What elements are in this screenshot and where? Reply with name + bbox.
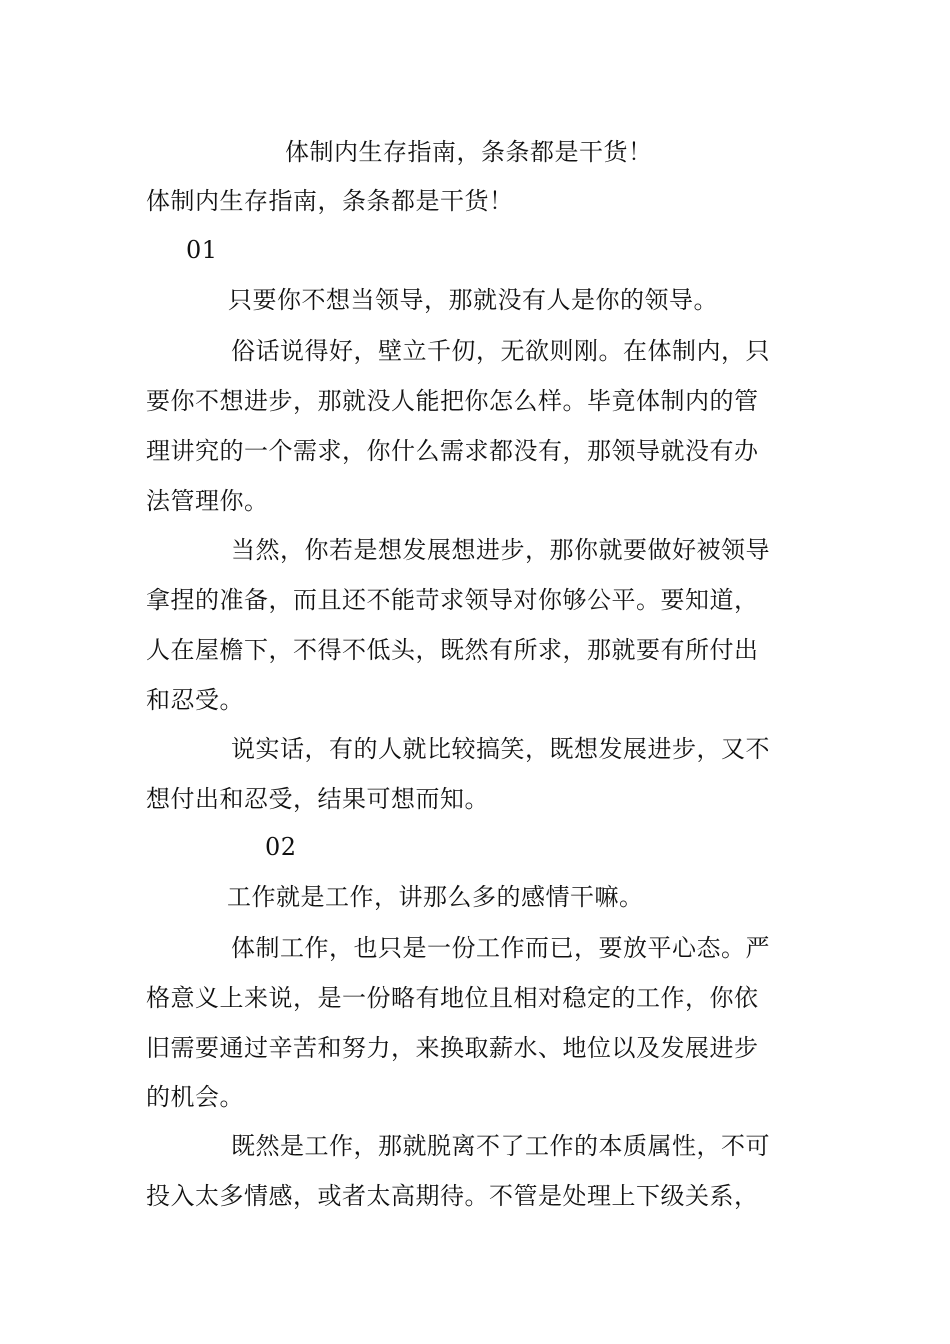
paragraph-line: 投入太多情感，或者太高期待。不管是处理上下级关系， <box>146 1182 759 1210</box>
section-number-02: 02 <box>265 833 297 861</box>
paragraph-line: 说实话，有的人就比较搞笑，既想发展进步，又不 <box>231 735 770 763</box>
paragraph-line: 和忍受。 <box>146 686 244 714</box>
paragraph-line: 旧需要通过辛苦和努力，来换取薪水、地位以及发展进步 <box>146 1034 759 1062</box>
section-1-heading: 只要你不想当领导，那就没有人是你的领导。 <box>228 286 718 314</box>
paragraph-line: 的机会。 <box>146 1083 244 1111</box>
paragraph-line: 法管理你。 <box>146 487 269 515</box>
paragraph-line: 体制工作，也只是一份工作而已，要放平心态。严 <box>231 934 770 962</box>
paragraph-line: 当然，你若是想发展想进步，那你就要做好被领导 <box>231 536 770 564</box>
paragraph-line: 想付出和忍受，结果可想而知。 <box>146 785 489 813</box>
paragraph-line: 格意义上来说，是一份略有地位且相对稳定的工作，你依 <box>146 984 759 1012</box>
section-number-01: 01 <box>186 236 218 264</box>
centered-title: 体制内生存指南，条条都是干货！ <box>285 138 653 166</box>
section-2-heading: 工作就是工作，讲那么多的感情干嘛。 <box>227 883 644 911</box>
paragraph-line: 理讲究的一个需求，你什么需求都没有，那领导就没有办 <box>146 437 759 465</box>
paragraph-line: 拿捏的准备，而且还不能苛求领导对你够公平。要知道， <box>146 586 759 614</box>
paragraph-line: 要你不想进步，那就没人能把你怎么样。毕竟体制内的管 <box>146 387 759 415</box>
paragraph-line: 既然是工作，那就脱离不了工作的本质属性，不可 <box>231 1132 770 1160</box>
paragraph-line: 人在屋檐下，不得不低头，既然有所求，那就要有所付出 <box>146 636 759 664</box>
paragraph-line: 俗话说得好，壁立千仞，无欲则刚。在体制内，只 <box>231 337 770 365</box>
document-title: 体制内生存指南，条条都是干货！ <box>146 187 514 215</box>
